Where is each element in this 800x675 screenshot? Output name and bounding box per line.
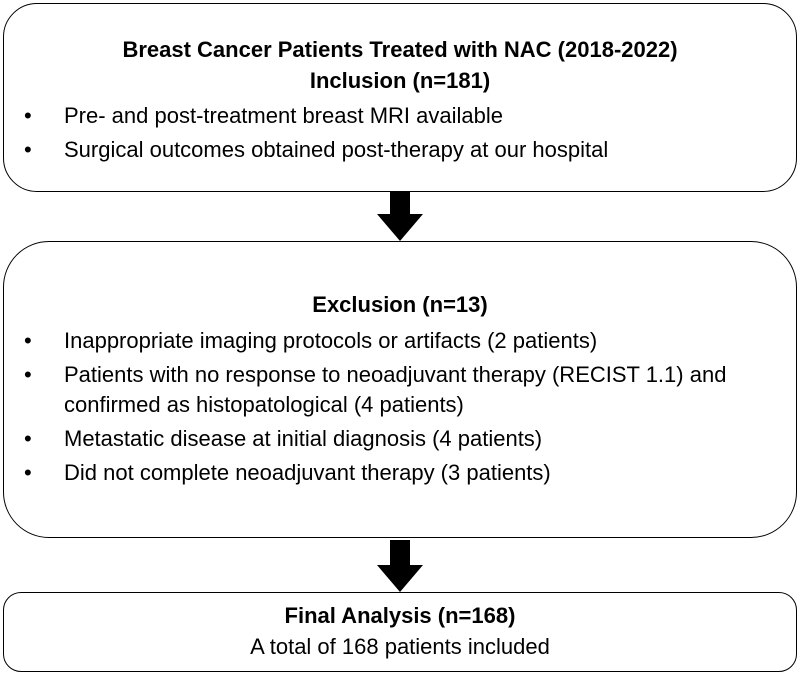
final-analysis-box bbox=[3, 592, 797, 672]
inclusion-heading: Breast Cancer Patients Treated with NAC (2018-2022) bbox=[122, 37, 678, 62]
bullet-icon: • bbox=[24, 137, 32, 162]
down-arrow-icon bbox=[377, 540, 423, 592]
inclusion-criteria-list bbox=[24, 101, 786, 169]
bullet-icon: • bbox=[24, 362, 32, 387]
inclusion-count-heading: Inclusion (n=181) bbox=[309, 68, 491, 93]
bullet-icon: • bbox=[24, 460, 32, 485]
down-arrow-icon bbox=[377, 192, 423, 241]
list-item: • Metastatic disease at initial diagnosis (4 patients) bbox=[24, 424, 786, 454]
inclusion-box bbox=[3, 3, 797, 192]
list-item: • Did not complete neoadjuvant therapy (3 patients) bbox=[24, 458, 786, 488]
bullet-icon: • bbox=[24, 426, 32, 451]
list-item: • Pre- and post-treatment breast MRI available bbox=[24, 101, 786, 131]
bullet-icon: • bbox=[24, 103, 32, 128]
list-item: • Patients with no response to neoadjuvant therapy (RECIST 1.1) and confirmed as histopatological (4 patients) bbox=[24, 362, 727, 417]
exclusion-criteria-list bbox=[24, 326, 786, 492]
list-item: • Surgical outcomes obtained post-therapy at our hospital bbox=[24, 135, 786, 165]
list-item: • Inappropriate imaging protocols or artifacts (2 patients) bbox=[24, 326, 786, 356]
final-analysis-heading: Final Analysis (n=168) bbox=[284, 603, 516, 628]
final-analysis-text: A total of 168 patients included bbox=[250, 634, 550, 659]
bullet-icon: • bbox=[24, 328, 32, 353]
exclusion-box bbox=[3, 241, 797, 538]
exclusion-heading: Exclusion (n=13) bbox=[312, 292, 488, 317]
